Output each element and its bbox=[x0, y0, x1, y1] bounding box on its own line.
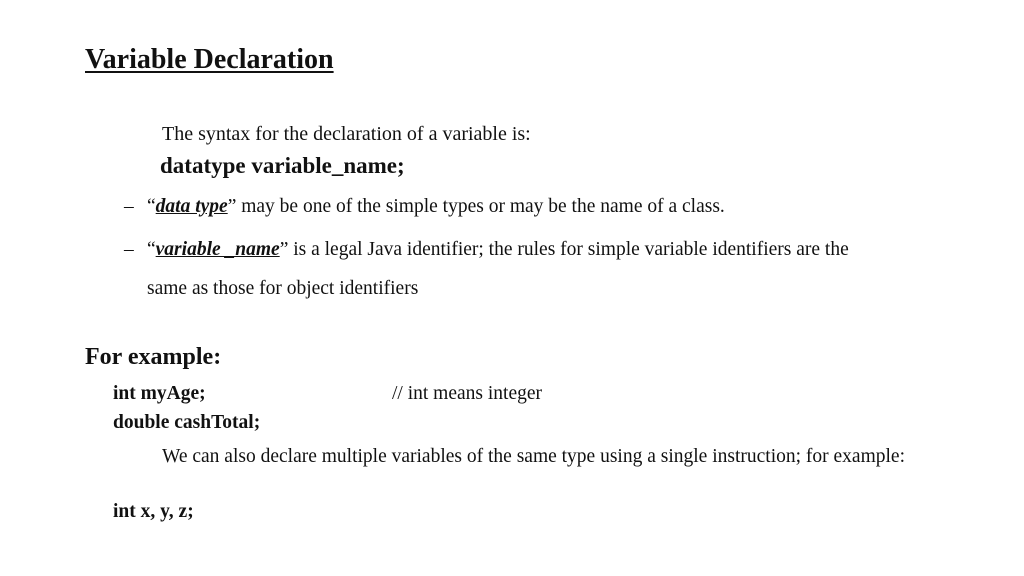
close-quote: ” bbox=[279, 239, 289, 260]
bullet-continuation: same as those for object identifiers bbox=[147, 278, 419, 299]
slide-title: Variable Declaration bbox=[85, 44, 334, 75]
bullet-text bbox=[147, 239, 849, 261]
bullet-text bbox=[147, 196, 725, 218]
code-line: int myAge; bbox=[113, 383, 206, 404]
bullet-dash: – bbox=[124, 239, 134, 260]
syntax-intro-text: The syntax for the declaration of a variable is: bbox=[162, 123, 531, 145]
explanation-paragraph: We can also declare multiple variables of the same type using a single instruction; for example: bbox=[162, 446, 905, 467]
open-quote: “ bbox=[147, 239, 156, 260]
syntax-code: datatype variable_name; bbox=[160, 153, 405, 178]
code-comment: // int means integer bbox=[392, 383, 543, 404]
example-heading: For example: bbox=[85, 344, 222, 370]
bullet-description: is a legal Java identifier; the rules for simple variable identifiers are the bbox=[288, 239, 849, 260]
bullet-description: may be one of the simple types or may be the name of a class. bbox=[236, 196, 725, 217]
bullet-dash: – bbox=[124, 196, 134, 217]
bullet-term: variable _name bbox=[155, 239, 280, 260]
close-quote: ” bbox=[227, 196, 237, 217]
open-quote: “ bbox=[147, 196, 156, 217]
code-line: double cashTotal; bbox=[113, 412, 261, 433]
code-line: int x, y, z; bbox=[113, 501, 194, 522]
bullet-term: data type bbox=[155, 196, 228, 217]
